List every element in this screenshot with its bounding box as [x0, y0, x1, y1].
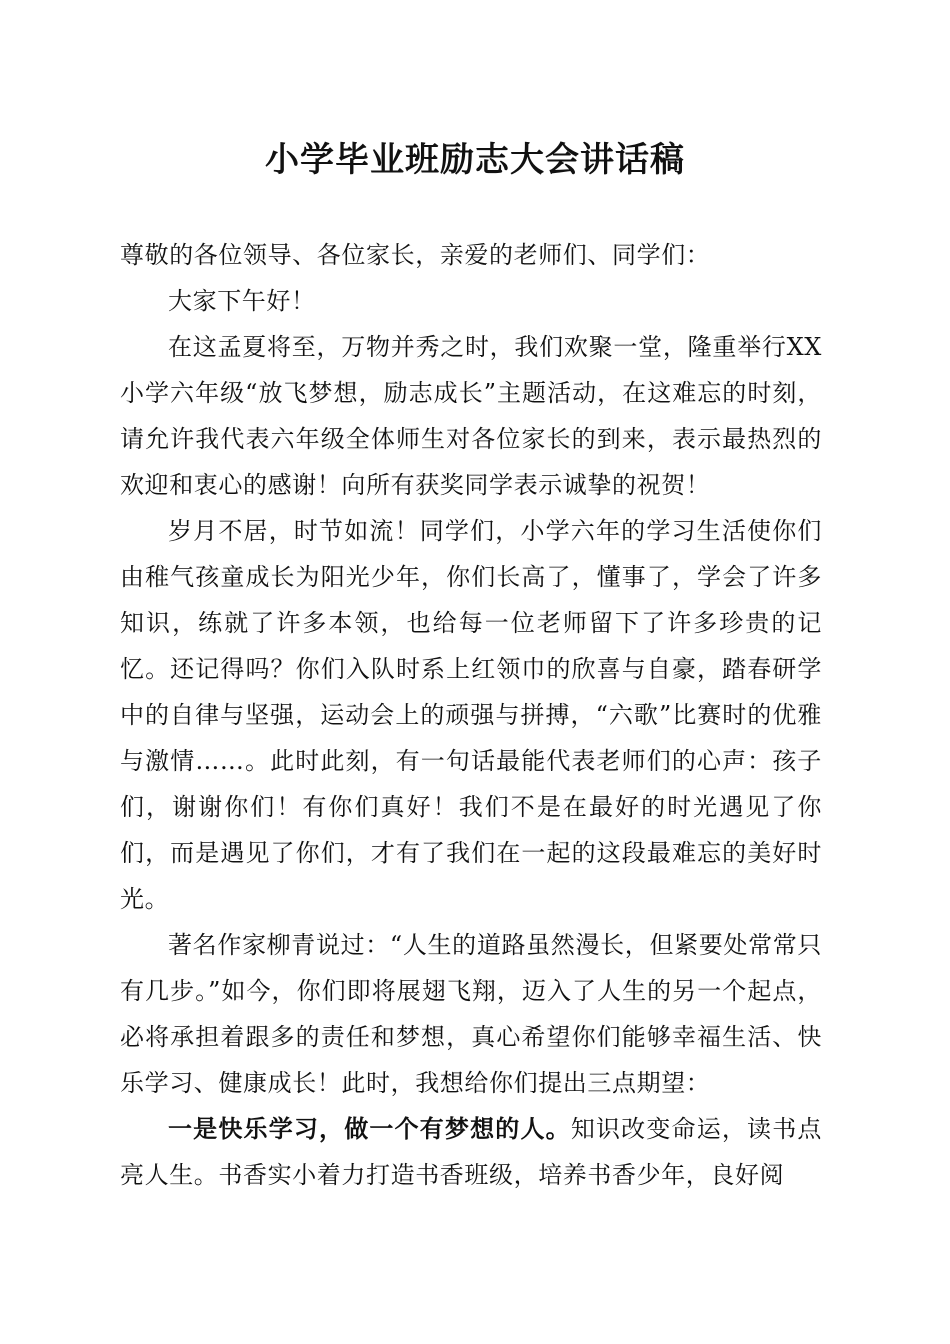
document-title: 小学毕业班励志大会讲话稿 — [265, 140, 685, 180]
salutation: 尊敬的各位领导、各位家长，亲爱的老师们、同学们： — [120, 241, 711, 269]
paragraph-quote: 著名作家柳青说过：“人生的道路虽然漫长，但紧要处常常只有几步。”如今，你们即将展翅飞翔，迈入了人生的另一个起点，必将承担着跟多的责任和梦想，真心希望你们能够幸福生活、快乐学习、健康成长！此时，我想给你们提出三点期望： — [120, 931, 822, 1097]
paragraph-first-expectation — [120, 1106, 822, 1198]
paragraph-opening: 在这孟夏将至，万物并秀之时，我们欢聚一堂，隆重举行XX小学六年级“放飞梦想，励志成长”主题活动，在这难忘的时刻，请允许我代表六年级全体师生对各位家长的到来，表示最热烈的欢迎和衷心的感谢！向所有获奖同学表示诚挚的祝贺！ — [120, 333, 822, 499]
greeting: 大家下午好！ — [168, 287, 316, 315]
first-expectation-text: 知识改变命运，读书点亮人生。书香实小着力打造书香班级，培养书香少年，良好阅 — [120, 1115, 822, 1189]
paragraph-memories: 岁月不居，时节如流！同学们，小学六年的学习生活使你们由稚气孩童成长为阳光少年，你们长高了，懂事了，学会了许多知识，练就了许多本领，也给每一位老师留下了许多珍贵的记忆。还记得吗？你们入队时系上红领巾的欣喜与自豪，踏春研学中的自律与坚强，运动会上的顽强与拼搏，“六歌”比赛时的优雅与激情……。此时此刻，有一句话最能代表老师们的心声：孩子们，谢谢你们！有你们真好！我们不是在最好的时光遇见了你们，而是遇见了你们，才有了我们在一起的这段最难忘的美好时光。 — [120, 517, 822, 913]
document-body — [120, 232, 822, 1198]
first-expectation-heading: 一是快乐学习，做一个有梦想的人。 — [168, 1114, 571, 1143]
